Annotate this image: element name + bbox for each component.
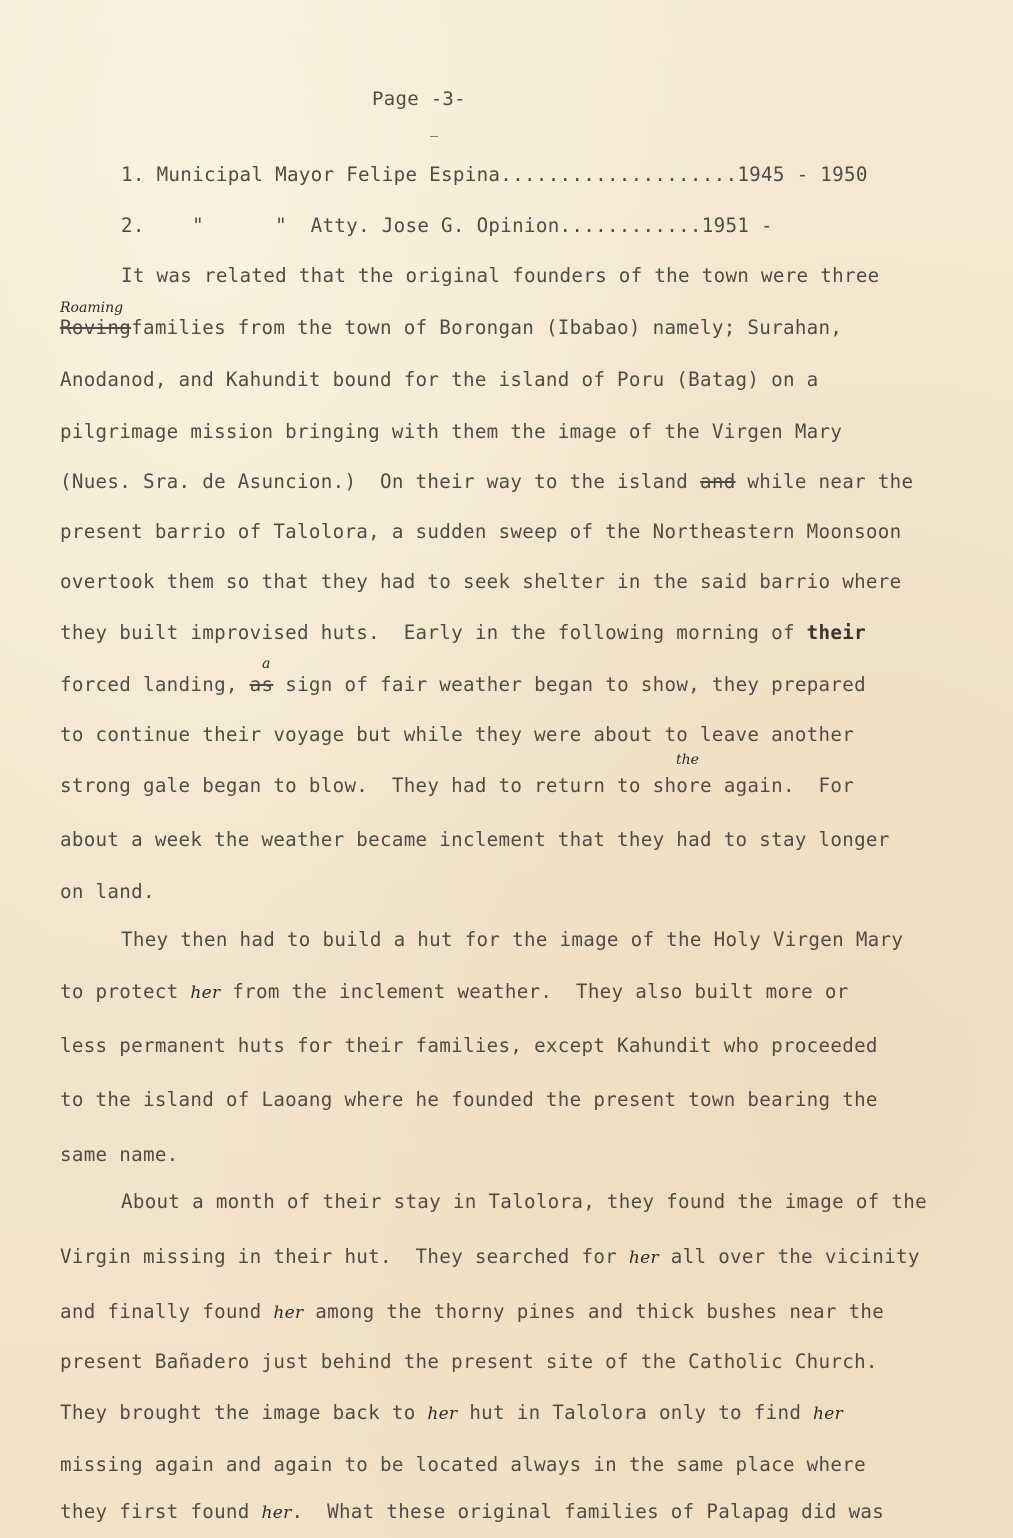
text-line: less permanent huts for their families, except Kahundit who proceeded	[60, 1034, 878, 1057]
line-text: shore again. For	[640, 774, 855, 797]
text-line	[60, 1300, 884, 1325]
handwritten-annotation: the	[676, 752, 699, 768]
line-text: strong gale began to blow. They had to return to	[60, 774, 641, 797]
line-text: forced landing,	[60, 673, 250, 696]
line-text: (Nues. Sra. de Asuncion.) On their way to the island	[60, 470, 700, 493]
handwritten-word: her	[190, 983, 221, 1003]
handwritten-annotation: Roaming	[60, 300, 124, 316]
text-line: about a week the weather became inclement that they had to stay longer	[60, 828, 890, 851]
struck-word: Roving	[60, 316, 132, 339]
list-text: Municipal Mayor Felipe Espina....................1945 - 1950	[156, 163, 868, 186]
text-line: About a month of their stay in Talolora, they found the image of the	[121, 1190, 927, 1213]
text-line: It was related that the original founders of the town were three	[121, 264, 880, 287]
handwritten-word: her	[427, 1404, 458, 1424]
text-line: to the island of Laoang where he founded the present town bearing the	[60, 1088, 878, 1111]
line-text: from the inclement weather. They also built more or	[220, 980, 849, 1003]
page-number-header: Page -3-	[372, 88, 466, 110]
text-line	[60, 980, 849, 1005]
text-line: to continue their voyage but while they were about to leave another	[60, 723, 855, 746]
text-line: on land.	[60, 880, 155, 903]
line-text: families from the town of Borongan (Ibabao) namely; Surahan,	[131, 316, 843, 339]
line-text: while near the	[735, 470, 914, 493]
line-text: to protect	[60, 980, 191, 1003]
line-text: . What these original families of Palapag did was	[291, 1500, 885, 1523]
text-line	[60, 673, 866, 697]
line-text: all over the vicinity	[658, 1245, 920, 1268]
list-item-1	[121, 163, 868, 187]
text-line	[60, 774, 854, 798]
list-text: " " Atty. Jose G. Opinion............1951 -	[192, 214, 773, 237]
handwritten-word: her	[273, 1303, 304, 1323]
handwritten-annotation: a	[262, 656, 271, 672]
list-number: 2.	[121, 214, 145, 237]
line-text: they first found	[60, 1500, 262, 1523]
text-line	[60, 1500, 884, 1525]
text-line: They then had to build a hut for the image of the Holy Virgen Mary	[121, 928, 904, 951]
text-line: same name.	[60, 1143, 179, 1166]
line-text: and finally found	[60, 1300, 274, 1323]
bold-word: their	[806, 621, 866, 644]
line-text: Virgin missing in their hut. They searched for	[60, 1245, 629, 1268]
struck-word: and	[700, 470, 736, 493]
text-line	[60, 316, 842, 340]
line-text: They brought the image back to	[60, 1401, 428, 1424]
struck-word: as	[249, 673, 274, 696]
text-line: missing again and again to be located always in the same place where	[60, 1453, 866, 1476]
text-line	[60, 1245, 920, 1270]
line-text: sign of fair weather began to show, they prepared	[273, 673, 866, 696]
list-item-2	[121, 214, 773, 238]
list-number: 1.	[121, 163, 145, 186]
line-text: hut in Talolora only to find	[457, 1401, 814, 1424]
text-line: present barrio of Talolora, a sudden sweep of the Northeastern Moonsoon	[60, 520, 902, 543]
line-text: among the thorny pines and thick bushes near the	[303, 1300, 885, 1323]
handwritten-word: her	[628, 1248, 659, 1268]
line-text: they built improvised huts. Early in the following morning of	[60, 621, 807, 644]
text-line: Anodanod, and Kahundit bound for the island of Poru (Batag) on a	[60, 368, 819, 391]
handwritten-word: her	[261, 1503, 292, 1523]
text-line: present Bañadero just behind the present site of the Catholic Church.	[60, 1350, 878, 1373]
text-line	[60, 470, 913, 494]
handwritten-word: her	[813, 1404, 844, 1424]
text-line: pilgrimage mission bringing with them the image of the Virgen Mary	[60, 420, 843, 443]
pen-mark	[430, 136, 438, 137]
text-line	[60, 1401, 843, 1426]
text-line	[60, 621, 866, 645]
text-line: overtook them so that they had to seek shelter in the said barrio where	[60, 570, 902, 593]
